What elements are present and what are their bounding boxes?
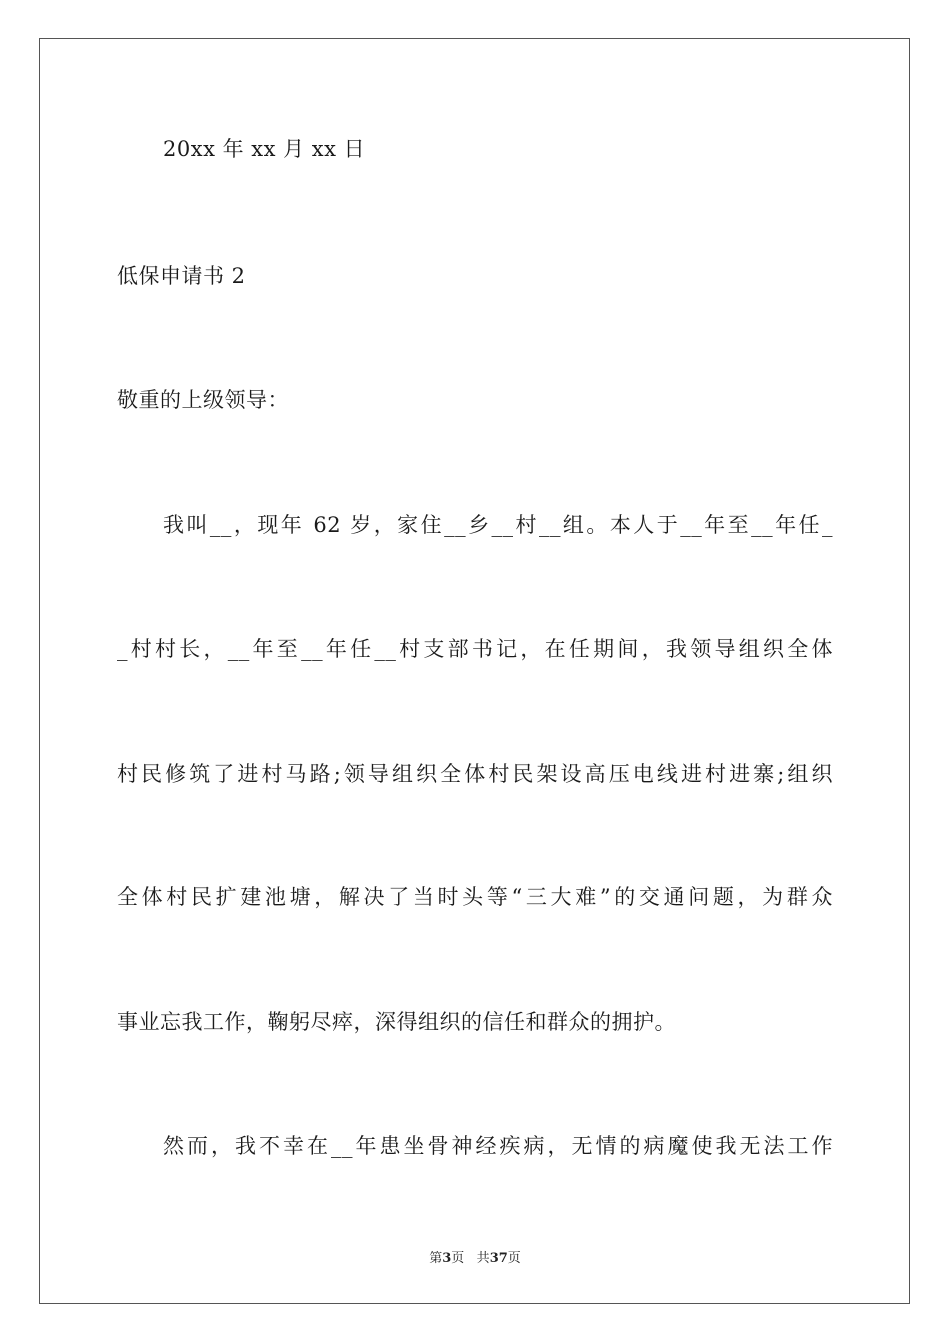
total-pages: 37 — [489, 1251, 508, 1266]
page-number: 3 — [442, 1251, 452, 1266]
page-footer — [0, 1247, 950, 1266]
page-prefix: 第 — [429, 1251, 443, 1266]
page-suffix: 页 — [451, 1251, 465, 1266]
paragraph-line: 我叫__，现年 62 岁，家住__乡__村__组。本人于__年至__年任_ — [163, 513, 833, 537]
date-line: 20xx 年 xx 月 xx 日 — [163, 137, 366, 161]
salutation: 敬重的上级领导： — [117, 388, 289, 412]
section-title: 低保申请书 2 — [117, 264, 246, 288]
total-prefix: 共 — [476, 1251, 490, 1266]
paragraph-line: 事业忘我工作，鞠躬尽瘁，深得组织的信任和群众的拥护。 — [117, 1010, 676, 1034]
page-border — [39, 38, 910, 1304]
paragraph-line: 然而，我不幸在__年患坐骨神经疾病，无情的病魔使我无法工作 — [163, 1134, 833, 1158]
total-suffix: 页 — [507, 1251, 521, 1266]
paragraph-line: _村村长，__年至__年任__村支部书记，在任期间，我领导组织全体 — [117, 637, 833, 661]
paragraph-line: 村民修筑了进村马路;领导组织全体村民架设高压电线进村进寨;组织 — [117, 762, 833, 786]
paragraph-line: 全体村民扩建池塘，解决了当时头等“三大难”的交通问题，为群众 — [117, 885, 833, 909]
